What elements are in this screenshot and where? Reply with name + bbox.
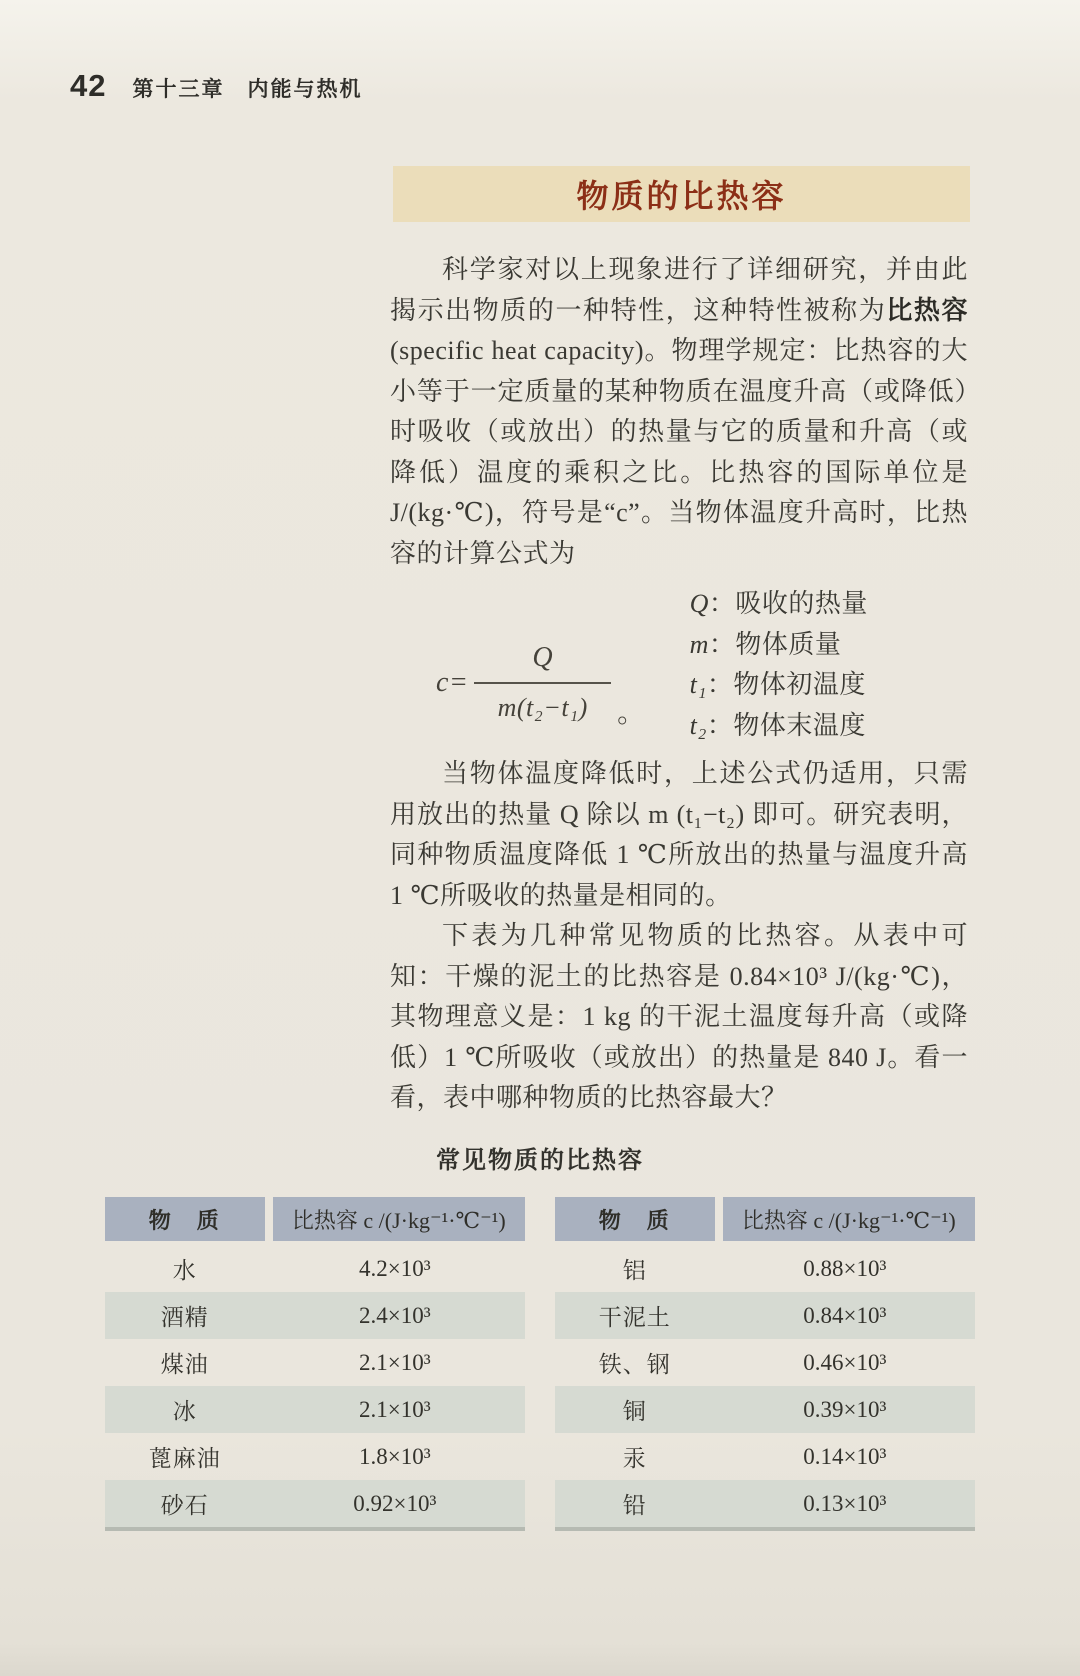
specific-heat-formula xyxy=(436,638,646,729)
legend-description: ：物体初温度 xyxy=(706,670,866,699)
capacity-cell: 4.2×10³ xyxy=(358,1255,431,1281)
formula-fraction xyxy=(474,638,611,729)
specific-heat-table-section xyxy=(105,1140,975,1531)
formula-numerator: Q xyxy=(474,638,611,685)
formula-block xyxy=(436,584,968,746)
running-head xyxy=(70,68,362,104)
chapter-title: 第十三章 内能与热机 xyxy=(132,78,363,101)
table-row xyxy=(555,1292,975,1339)
substance-cell: 酒精 xyxy=(160,1305,209,1330)
paragraph-1 xyxy=(390,250,968,574)
table-left-header xyxy=(105,1197,525,1241)
legend-row xyxy=(690,665,868,706)
substance-cell: 铁、钢 xyxy=(598,1352,671,1377)
table-row xyxy=(105,1386,525,1433)
table-title: 常见物质的比热容 xyxy=(436,1147,644,1174)
formula-denominator: m(t₂−t₁) xyxy=(497,693,588,722)
substance-cell: 干泥土 xyxy=(598,1305,671,1330)
substance-cell: 冰 xyxy=(172,1399,197,1424)
table-row xyxy=(555,1245,975,1292)
tables-row xyxy=(105,1197,975,1531)
capacity-cell: 0.39×10³ xyxy=(803,1396,887,1422)
capacity-cell: 0.84×10³ xyxy=(803,1302,887,1328)
capacity-cell: 2.1×10³ xyxy=(358,1396,431,1422)
paragraph-3: 下表为几种常见物质的比热容。从表中可知：干燥的泥土的比热容是 0.84×10³ J/(kg·℃)，其物理意义是：1 kg 的干泥土温度每升高（或降低）1 ℃所吸收（或放出）的热量是 840 J。看一看，表中哪种物质的比热容最大？ xyxy=(390,921,968,1112)
table-row xyxy=(105,1480,525,1527)
key-term: 比热容 xyxy=(886,295,968,325)
paragraph-2: 当物体温度降低时，上述公式仍适用，只需用放出的热量 Q 除以 m (t₁−t₂) 即可。研究表明，同种物质温度降低 1 ℃所放出的热量与温度升高 1 ℃所吸收的热量是相同的。 xyxy=(390,759,968,910)
page-number: 42 xyxy=(70,68,107,103)
capacity-cell: 2.1×10³ xyxy=(358,1349,431,1375)
capacity-cell: 2.4×10³ xyxy=(358,1302,431,1328)
table-row xyxy=(105,1292,525,1339)
formula-equals: = xyxy=(448,666,469,698)
capacity-cell: 0.13×10³ xyxy=(803,1490,887,1516)
substance-cell: 铝 xyxy=(622,1258,647,1283)
section-title: 物质的比热容 xyxy=(576,178,787,214)
table-row xyxy=(555,1433,975,1480)
table-row xyxy=(105,1245,525,1292)
legend-symbol: m xyxy=(689,629,709,659)
substance-cell: 铜 xyxy=(622,1399,647,1424)
legend-row xyxy=(690,706,868,747)
table-left xyxy=(105,1197,525,1531)
table-row xyxy=(555,1339,975,1386)
capacity-cell: 0.92×10³ xyxy=(353,1490,437,1516)
legend-row xyxy=(690,625,868,666)
section-banner xyxy=(393,166,970,222)
table-left-body xyxy=(105,1245,525,1531)
table-row xyxy=(105,1433,525,1480)
formula-period: 。 xyxy=(617,698,646,729)
substance-cell: 铅 xyxy=(622,1493,647,1518)
legend-symbol: t₂ xyxy=(689,710,707,740)
legend-row xyxy=(690,584,868,625)
capacity-cell: 0.46×10³ xyxy=(803,1349,887,1375)
legend-description: ：吸收的热量 xyxy=(708,589,868,618)
capacity-cell: 0.14×10³ xyxy=(803,1443,887,1469)
table-row xyxy=(105,1339,525,1386)
table-row xyxy=(555,1480,975,1527)
capacity-cell: 1.8×10³ xyxy=(358,1443,431,1469)
legend-description: ：物体末温度 xyxy=(706,710,866,740)
table-right xyxy=(555,1197,975,1531)
paragraph-1-pre: 科学家对以上现象进行了详细研究，并由此揭示出物质的一种特性，这种特性被称为 xyxy=(390,255,968,325)
table-right-body xyxy=(555,1245,975,1531)
substance-header: 物 质 xyxy=(105,1197,265,1241)
substance-cell: 煤油 xyxy=(160,1352,209,1377)
capacity-header: 比热容 c /(J·kg⁻¹·℃⁻¹) xyxy=(273,1197,525,1241)
body-text-column xyxy=(390,250,968,1119)
legend-description: ：物体质量 xyxy=(708,629,842,659)
substance-header: 物 质 xyxy=(555,1197,715,1241)
table-right-header xyxy=(555,1197,975,1241)
capacity-header: 比热容 c /(J·kg⁻¹·℃⁻¹) xyxy=(723,1197,975,1241)
formula-lhs: c xyxy=(436,666,449,698)
capacity-cell: 0.88×10³ xyxy=(803,1255,887,1281)
substance-cell: 水 xyxy=(172,1258,197,1283)
table-row xyxy=(555,1386,975,1433)
paragraph-1-post: (specific heat capacity)。物理学规定：比热容的大小等于一定质量的某种物质在温度升高（或降低）时吸收（或放出）的热量与它的质量和升高（或降低）温度的乘积之比。比热容的国际单位是 J/(kg·℃)，符号是“c”。当物体温度升高时，比热容的计算公式为 xyxy=(390,336,968,568)
formula-legend xyxy=(690,584,868,746)
legend-symbol: Q xyxy=(689,589,709,618)
substance-cell: 汞 xyxy=(622,1446,647,1471)
substance-cell: 砂石 xyxy=(160,1493,209,1518)
substance-cell: 蓖麻油 xyxy=(148,1446,221,1471)
legend-symbol: t₁ xyxy=(689,670,707,699)
